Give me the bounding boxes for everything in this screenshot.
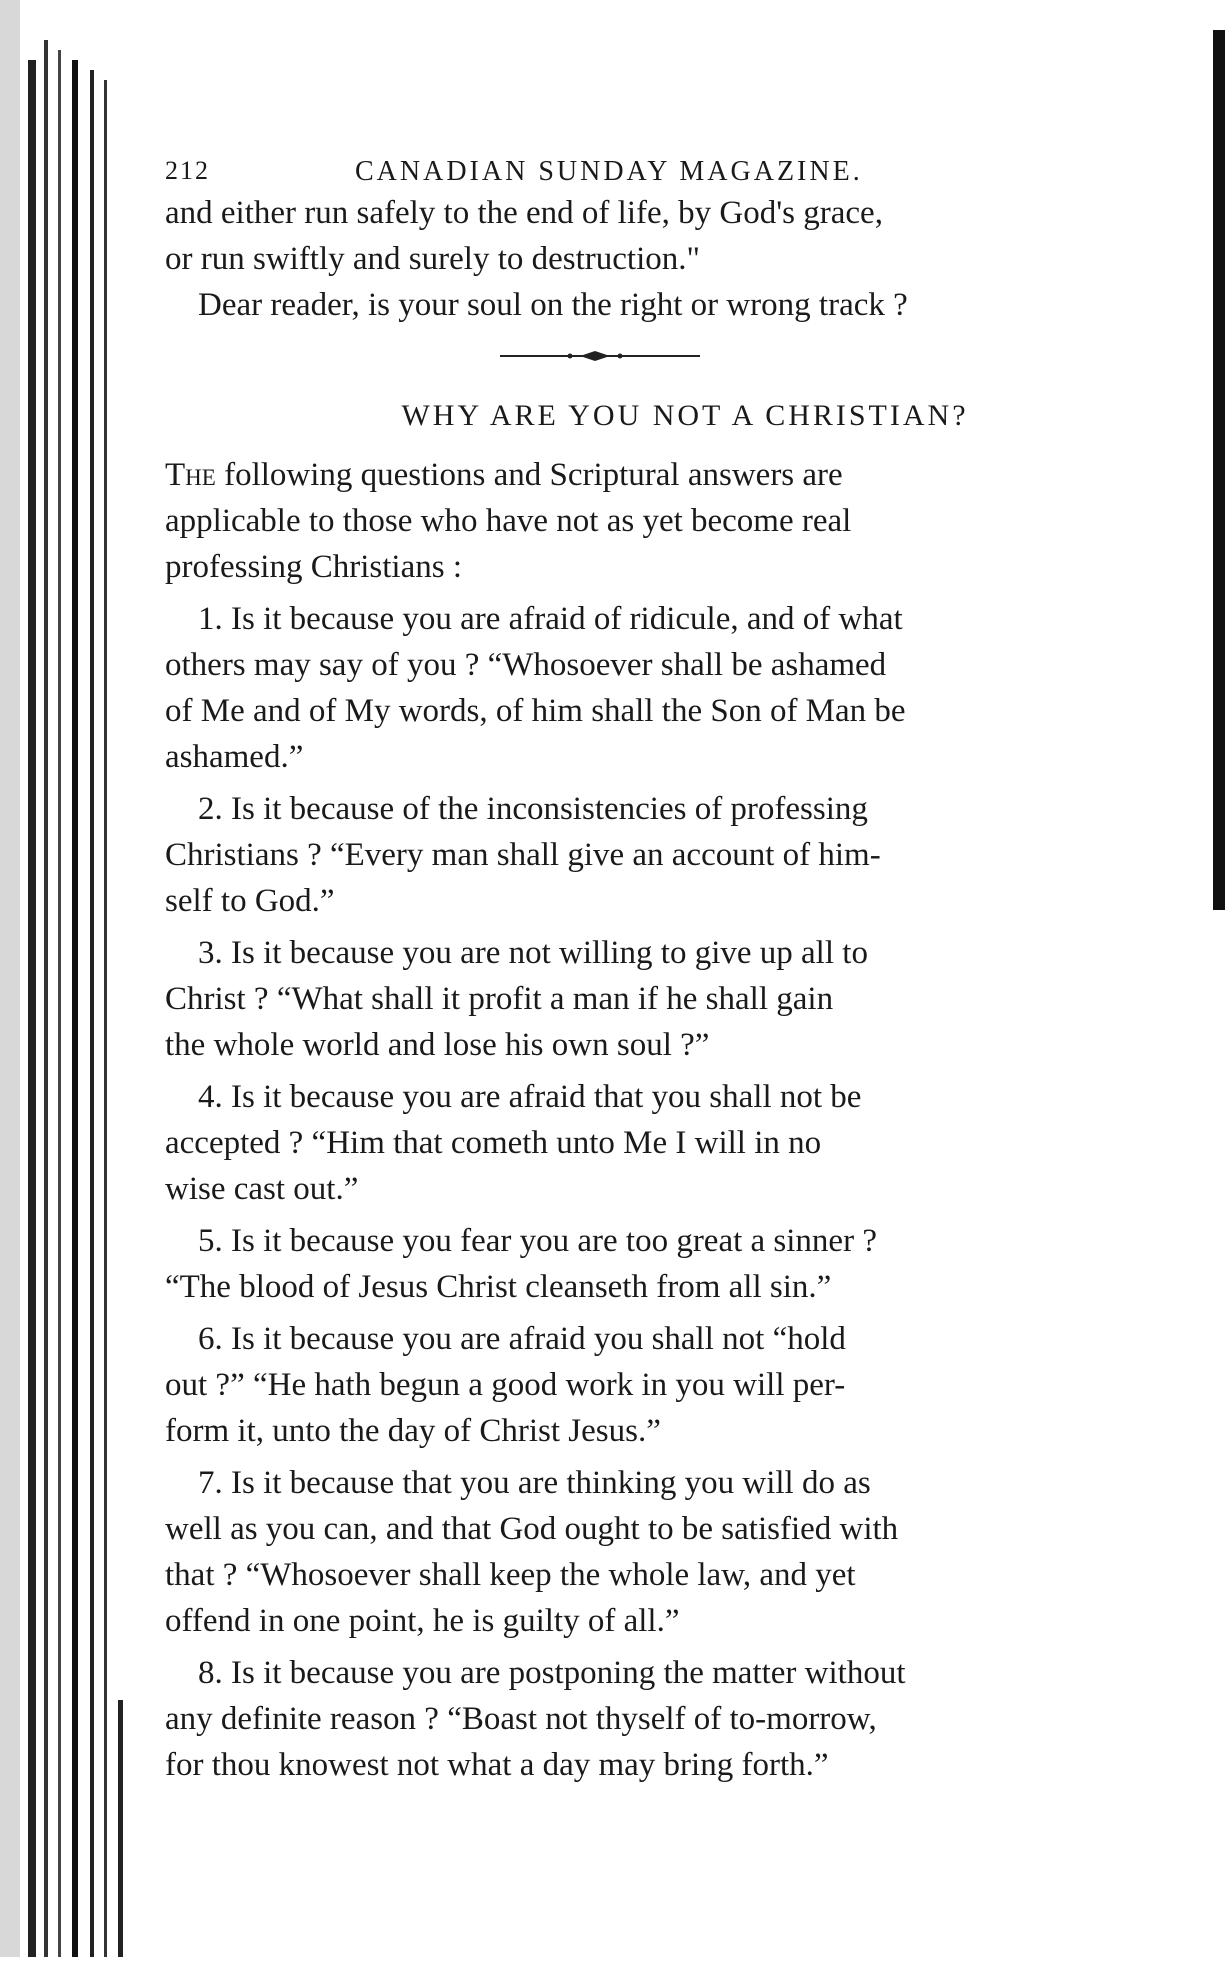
intro-line: professing Christians :: [165, 549, 462, 585]
article-intro: [165, 452, 1085, 590]
magazine-title: CANADIAN SUNDAY MAGAZINE.: [355, 156, 863, 187]
text-line: well as you can, and that God ought to be satisfied with: [165, 1511, 899, 1547]
text-line: of Me and of My words, of him shall the Son of Man be: [165, 693, 906, 729]
text-line: self to God.”: [165, 883, 335, 919]
text-line: 3. Is it because you are not willing to give up all to: [198, 935, 868, 971]
question-list: [165, 596, 1085, 1788]
text-line: 4. Is it because you are afraid that you shall not be: [198, 1079, 862, 1115]
binding-edge: [0, 0, 140, 1957]
right-scan-edge-line: [1199, 30, 1229, 930]
text-line: 2. Is it because of the inconsistencies of professing: [198, 791, 868, 827]
text-line: 1. Is it because you are afraid of ridicule, and of what: [198, 601, 903, 637]
text-line: 8. Is it because you are postponing the matter without: [198, 1655, 906, 1691]
previous-article-ending: [165, 190, 1085, 328]
question-item: [165, 930, 1085, 1068]
text-line: the whole world and lose his own soul ?”: [165, 1027, 710, 1063]
text-line: that ? “Whosoever shall keep the whole law, and yet: [165, 1557, 856, 1593]
question-item: [165, 1074, 1085, 1212]
text-line: “The blood of Jesus Christ cleanseth from all sin.”: [165, 1269, 832, 1305]
article-title: WHY ARE YOU NOT A CHRISTIAN?: [401, 399, 969, 432]
question-item: [165, 596, 1085, 780]
text-line: wise cast out.”: [165, 1171, 359, 1207]
text-line: offend in one point, he is guilty of all.”: [165, 1603, 680, 1639]
section-divider: [165, 328, 1085, 386]
question-item: [165, 1460, 1085, 1644]
text-line: 7. Is it because that you are thinking you will do as: [198, 1465, 871, 1501]
magazine-page: [165, 118, 1085, 1788]
text-line: form it, unto the day of Christ Jesus.”: [165, 1413, 661, 1449]
text-line: ashamed.”: [165, 739, 304, 775]
question-item: [165, 1650, 1085, 1788]
text-line: out ?” “He hath begun a good work in you will per-: [165, 1367, 846, 1403]
binding-edge-lines: [0, 0, 140, 1957]
intro-lead-word: The: [165, 457, 216, 493]
text-line: others may say of you ? “Whosoever shall be ashamed: [165, 647, 887, 683]
question-item: [165, 1316, 1085, 1454]
intro-line: applicable to those who have not as yet become real: [165, 503, 852, 539]
text-line: Christians ? “Every man shall give an account of him-: [165, 837, 881, 873]
text-line: 6. Is it because you are afraid you shall not “hold: [198, 1321, 846, 1357]
text-line: and either run safely to the end of life, by God's grace,: [165, 195, 883, 231]
text-line: Christ ? “What shall it profit a man if he shall gain: [165, 981, 834, 1017]
ornamental-rule: [500, 348, 700, 364]
running-head: [165, 118, 1085, 187]
text-line: or run swiftly and surely to destruction.": [165, 241, 700, 277]
text-line: [165, 452, 1085, 498]
text-line: any definite reason ? “Boast not thyself of to-morrow,: [165, 1701, 877, 1737]
text-line: accepted ? “Him that cometh unto Me I will in no: [165, 1125, 822, 1161]
page-number: 212: [165, 156, 210, 185]
question-item: [165, 786, 1085, 924]
question-item: [165, 1218, 1085, 1310]
text-line: 5. Is it because you fear you are too great a sinner ?: [198, 1223, 877, 1259]
intro-line: following questions and Scriptural answers are: [224, 457, 843, 493]
right-scan-edge: [1199, 30, 1229, 930]
text-line: for thou knowest not what a day may bring forth.”: [165, 1747, 829, 1783]
closing-question: Dear reader, is your soul on the right or wrong track ?: [198, 287, 908, 323]
